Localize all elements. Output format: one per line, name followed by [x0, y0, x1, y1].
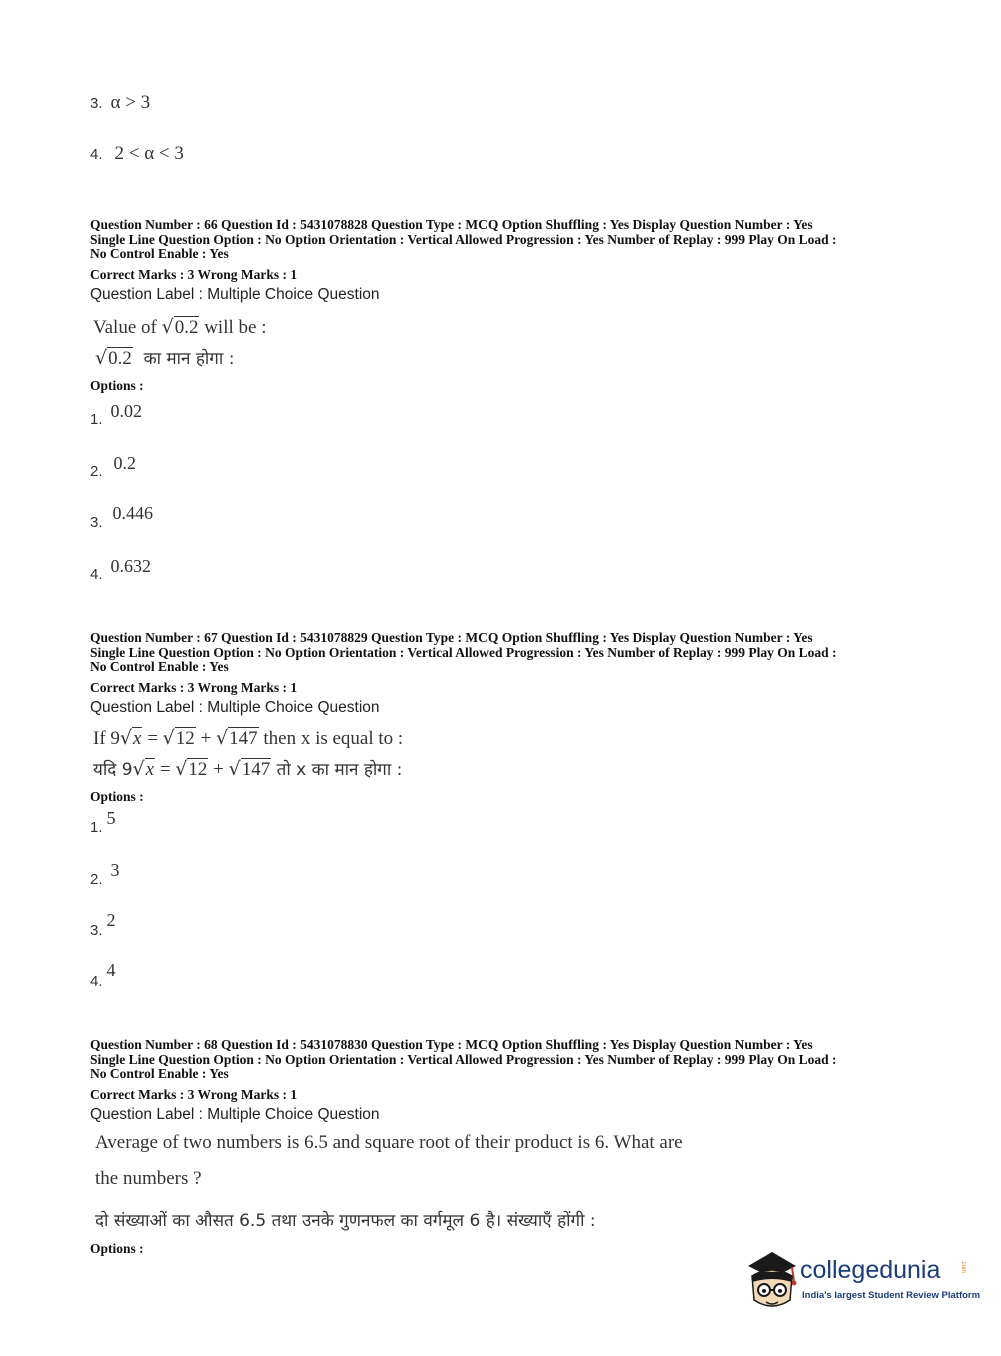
sqrt-symbol: √147	[228, 758, 271, 780]
sqrt-symbol: √147	[216, 727, 258, 749]
brand-suffix: .com	[960, 1260, 966, 1274]
question-68-text-en-line2: the numbers ?	[95, 1168, 202, 1189]
sqrt-symbol: √x	[119, 727, 142, 749]
question-66-option-2: 2. 0.2	[90, 453, 137, 480]
sqrt-symbol: √12	[175, 758, 208, 780]
question-67-options-heading: Options :	[90, 789, 144, 804]
question-66-meta: Question Number : 66 Question Id : 5431078828 Question Type : MCQ Option Shuffling : Yes Display Question Number : Yes Single Line Question Option : No Option Orientation : Vertical Allowed Progression : Yes Number of Replay : 999 Play On Load : No Control Enable : Yes	[90, 217, 837, 261]
sqrt-symbol: √0.2	[161, 316, 199, 338]
collegedunia-logo	[742, 1248, 981, 1318]
question-67-text-en: If 9√x = √12 + √147 then x is equal to :	[93, 727, 404, 749]
question-66-option-1: 1. 0.02	[90, 401, 143, 428]
prev-option-4: 4. 2 < α < 3	[90, 143, 184, 164]
question-66-label: Question Label : Multiple Choice Question	[90, 286, 380, 303]
question-66-options-heading: Options :	[90, 378, 144, 393]
mascot-icon	[742, 1248, 802, 1318]
question-66-text-hi: √0.2 का मान होगा :	[95, 347, 235, 369]
question-67-option-1: 1. 5	[90, 808, 116, 836]
question-66-option-3: 3. 0.446	[90, 503, 154, 531]
sqrt-symbol: √12	[162, 727, 195, 749]
brand-tagline: India's largest Student Review Platform	[802, 1290, 981, 1301]
prev-option-3: 3. α > 3	[90, 92, 151, 113]
question-68-marks: Correct Marks : 3 Wrong Marks : 1	[90, 1087, 298, 1102]
question-67-option-4: 4. 4	[90, 960, 116, 990]
question-67-marks: Correct Marks : 3 Wrong Marks : 1	[90, 680, 298, 695]
question-68-options-heading: Options :	[90, 1241, 144, 1256]
question-68-text-en-line1: Average of two numbers is 6.5 and square root of their product is 6. What are	[95, 1132, 683, 1153]
question-67-text-hi: यदि 9√x = √12 + √147 तो x का मान होगा :	[93, 758, 403, 780]
question-68-label: Question Label : Multiple Choice Question	[90, 1106, 380, 1123]
question-67-meta: Question Number : 67 Question Id : 5431078829 Question Type : MCQ Option Shuffling : Yes Display Question Number : Yes Single Line Question Option : No Option Orientation : Vertical Allowed Progression : Yes Number of Replay : 999 Play On Load : No Control Enable : Yes	[90, 630, 837, 674]
question-67-label: Question Label : Multiple Choice Question	[90, 699, 380, 716]
question-66-marks: Correct Marks : 3 Wrong Marks : 1	[90, 267, 298, 282]
question-66-option-4: 4. 0.632	[90, 556, 152, 583]
sqrt-symbol: √x	[132, 758, 155, 780]
question-68-meta: Question Number : 68 Question Id : 5431078830 Question Type : MCQ Option Shuffling : Yes Display Question Number : Yes Single Line Question Option : No Option Orientation : Vertical Allowed Progression : Yes Number of Replay : 999 Play On Load : No Control Enable : Yes	[90, 1037, 837, 1081]
sqrt-symbol: √0.2	[95, 347, 132, 369]
brand-name: collegedunia	[800, 1256, 941, 1284]
question-67-option-2: 2. 3	[90, 860, 120, 888]
question-66-text-en: Value of √0.2 will be :	[93, 316, 267, 338]
question-67-option-3: 3. 2	[90, 910, 116, 939]
question-68-text-hi: दो संख्याओं का औसत 6.5 तथा उनके गुणनफल का वर्गमूल 6 है। संख्याएँ होंगी :	[95, 1211, 596, 1231]
